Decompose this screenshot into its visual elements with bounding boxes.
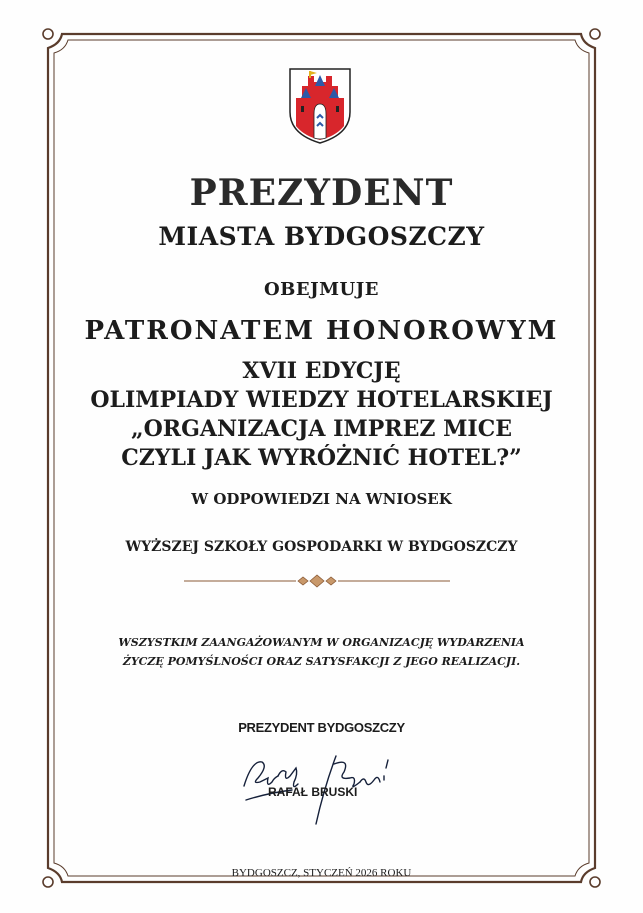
bydgoszcz-coat-of-arms-icon xyxy=(288,68,352,144)
event-line: OLIMPIADY WIEDZY HOTELARSKIEJ xyxy=(90,387,553,413)
school-line: WYŻSZEJ SZKOŁY GOSPODARKI W BYDGOSZCZY xyxy=(125,539,518,555)
event-line: CZYLI JAK WYRÓŻNIĆ HOTEL?” xyxy=(121,445,522,471)
place-date-footer: BYDGOSZCZ, STYCZEŃ 2026 ROKU xyxy=(231,867,412,879)
ornamental-divider-icon xyxy=(184,574,450,588)
wish-line: ŻYCZĘ POMYŚLNOŚCI ORAZ SATYSFAKCJI Z JEGO REALIZACJI. xyxy=(122,655,521,668)
request-line: W ODPOWIEDZI NA WNIOSEK xyxy=(191,490,452,508)
handwritten-signature xyxy=(238,738,408,828)
signature-title: PREZYDENT BYDGOSZCZY xyxy=(238,720,405,735)
verb-line: OBEJMUJE xyxy=(264,279,379,300)
patronage-heading: PATRONATEM HONOROWYM xyxy=(84,316,559,346)
event-title-block xyxy=(0,357,643,473)
signatory-name: RAFAŁ BRUSKI xyxy=(268,785,358,799)
event-line: XVII EDYCJĘ xyxy=(242,358,401,384)
page-title: PREZYDENT xyxy=(189,172,454,214)
wishes-block xyxy=(0,633,643,671)
wish-line: WSZYSTKIM ZAANGAŻOWANYM W ORGANIZACJĘ WYDARZENIA xyxy=(118,636,525,649)
event-line: „ORGANIZACJA IMPREZ MICE xyxy=(130,416,512,442)
page-subtitle: MIASTA BYDGOSZCZY xyxy=(158,222,485,251)
